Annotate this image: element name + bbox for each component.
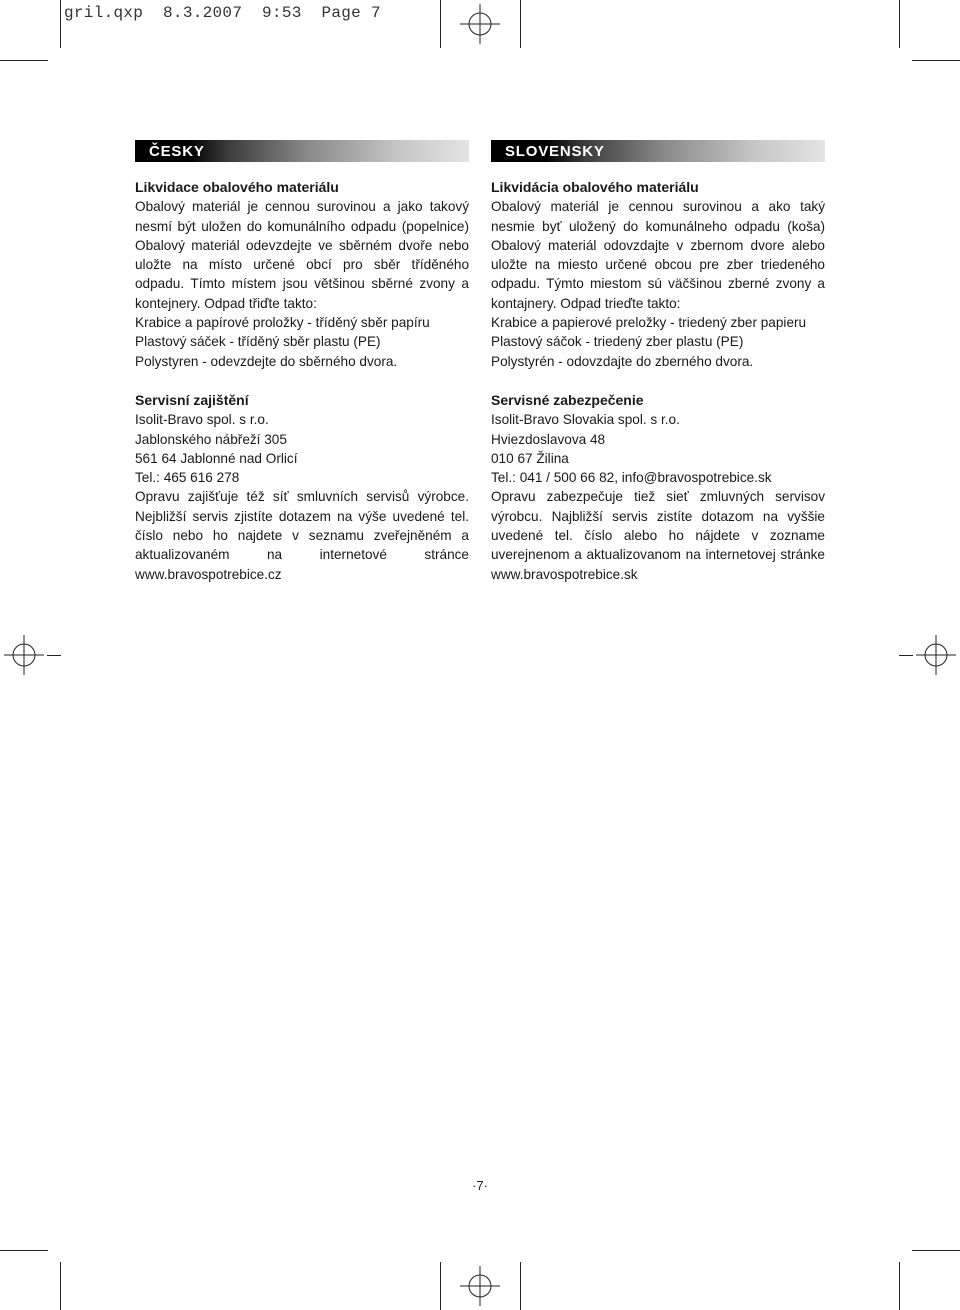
address-line: Tel.: 041 / 500 66 82, info@bravospotrebice.sk [491,470,772,486]
language-header [135,140,469,162]
registration-mark-icon [4,635,44,675]
text-line: Plastový sáček - tříděný sběr plastu (PE) [135,334,381,350]
print-slug: gril.qxp 8.3.2007 9:53 Page 7 [64,4,381,22]
paragraph: Obalový materiál je cennou surovinou a ako taký nesmie byť uložený do komunálneho odpadu (koša) Obalový materiál odovzdajte v zbernom dvore alebo uložte na miesto určené obcou pre zber triedeného odpadu. Týmto miestom sú väčšinou zberné zvony a kontajnery. Odpad trieďte takto: [491,199,825,311]
language-label: SLOVENSKY [505,143,605,160]
text-line: Krabice a papírové proložky - tříděný sběr papíru [135,315,430,331]
page-number: ·7· [472,1178,488,1193]
slovak-column [491,140,825,584]
language-header [491,140,825,162]
crop-mark [47,655,61,656]
section-title: Likvidácia obalového materiálu [491,179,699,195]
section-title: Likvidace obalového materiálu [135,179,339,195]
crop-mark [0,60,48,61]
text-line: Plastový sáčok - triedený zber plastu (PE) [491,334,744,350]
paragraph: Obalový materiál je cennou surovinou a jako takový nesmí být uložen do komunálního odpadu (popelnice) Obalový materiál odevzdejte ve sběrném dvoře nebo uložte na místo určené obcí pro sběr tříděného odpadu. Tímto místem jsou většinou sběrné zvony a kontejnery. Odpad třiďte takto: [135,199,469,311]
text-line: Polystyrén - odovzdajte do zberného dvora. [491,353,754,369]
crop-mark [912,1250,960,1251]
crop-mark [440,1262,441,1310]
section-title: Servisné zabezpečenie [491,391,644,408]
crop-mark [912,60,960,61]
crop-mark [60,1262,61,1310]
address-line: Jablonského nábřeží 305 [135,431,287,447]
paragraph: Opravu zabezpečuje tiež sieť zmluvných servisov výrobcu. Najbližší servis zistíte dotazom na vyššie uvedené tel. číslo alebo ho nájdete v zozname uverejnenom a aktualizovanom na internetovej stránke www.bravospotrebice.sk [491,489,825,582]
section-title: Servisní zajištění [135,391,249,408]
crop-mark [60,0,61,48]
language-label: ČESKY [149,143,205,160]
crop-mark [899,1262,900,1310]
crop-mark [899,655,913,656]
text-line: Krabice a papierové preložky - triedený zber papieru [491,315,807,331]
crop-mark [0,1250,48,1251]
address-line: 010 67 Žilina [491,450,569,466]
address-line: Hviezdoslavova 48 [491,431,606,447]
text-line: Polystyren - odevzdejte do sběrného dvora. [135,353,398,369]
czech-column [135,140,469,584]
address-line: Tel.: 465 616 278 [135,470,240,486]
address-line: 561 64 Jablonné nad Orlicí [135,450,298,466]
crop-mark [440,0,441,48]
address-line: Isolit-Bravo Slovakia spol. s r.o. [491,412,680,428]
crop-mark [520,0,521,48]
registration-mark-icon [460,4,500,44]
crop-mark [520,1262,521,1310]
registration-mark-icon [916,635,956,675]
registration-mark-icon [460,1266,500,1306]
paragraph: Opravu zajišťuje též síť smluvních servisů výrobce. Nejbližší servis zjistíte dotazem na výše uvedené tel. číslo nebo ho najdete v seznamu zveřejněném a aktualizovaném na internetové stránce www.bravospotrebice.cz [135,489,469,582]
crop-mark [899,0,900,48]
address-line: Isolit-Bravo spol. s r.o. [135,412,269,428]
